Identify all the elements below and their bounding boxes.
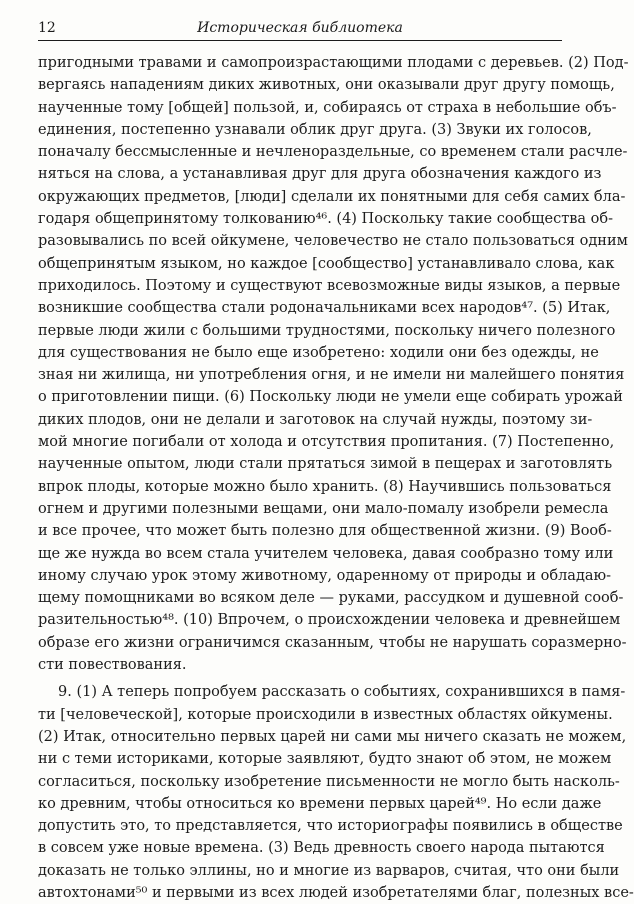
text-line: диких плодов, они не делали и заготовок на случай нужды, поэтому зи-: [38, 411, 593, 428]
text-line: согласиться, поскольку изобретение письменности не могло быть насколь-: [38, 773, 620, 790]
text-line: первые люди жили с большими трудностями, поскольку ничего полезного: [38, 322, 616, 339]
running-title: Историческая библиотека: [197, 20, 403, 36]
text-line: автохтонами⁵⁰ и первыми из всех людей изобретателями благ, полезных все-: [38, 884, 634, 901]
text-line: поначалу бессмысленные и нечленораздельные, со временем стали расчле-: [38, 144, 628, 161]
text-line: допустить это, то представляется, что историографы появились в обществе: [38, 818, 623, 835]
text-line: общепринятым языком, но каждое [сообщество] устанавливало слова, как: [38, 255, 615, 272]
text-line: годаря общепринятому толкованию⁴⁶. (4) Поскольку такие сообщества об-: [38, 211, 614, 228]
text-line: ко древним, чтобы относиться ко времени первых царей⁴⁹. Но если даже: [38, 795, 602, 812]
text-line: пригодными травами и самопроизрастающими плодами с деревьев. (2) Под-: [38, 55, 629, 71]
text-line: о приготовлении пищи. (6) Поскольку люди не умели еще собирать урожай: [38, 389, 623, 406]
text-line: впрок плоды, которые можно было хранить. (8) Научившись пользоваться: [38, 478, 612, 495]
text-line: няться на слова, а устанавливая друг для друга обозначения каждого из: [38, 166, 602, 183]
text-line: в совсем уже новые времена. (3) Ведь древность своего народа пытаются: [38, 840, 605, 857]
text-line: ще же нужда во всем стала учителем человека, давая сообразно тому или: [38, 545, 614, 562]
text-line: образе его жизни ограничимся сказанным, чтобы не нарушать соразмерно-: [38, 634, 627, 651]
body-text: [38, 52, 634, 904]
text-line: огнем и другими полезными вещами, они мало-помалу изобрели ремесла: [38, 500, 609, 517]
text-line: 9. (1) А теперь попробуем рассказать о событиях, сохранившихся в памя-: [58, 684, 626, 701]
text-line: ни с теми историками, которые заявляют, будто знают об этом, не можем: [38, 751, 612, 768]
text-line: наученные опытом, люди стали прятаться зимой в пещерах и заготовлять: [38, 456, 613, 473]
text-line: доказать не только эллины, но и многие из варваров, считая, что они были: [38, 862, 620, 879]
text-line: разовывались по всей ойкумене, человечество не стало пользоваться одним: [38, 233, 628, 250]
text-line: ти [человеческой], которые происходили в известных областях ойкумены.: [38, 706, 613, 723]
text-line: зная ни жилища, ни употребления огня, и не имели ни малейшего понятия: [38, 367, 625, 384]
text-line: и все прочее, что может быть полезно для общественной жизни. (9) Вооб-: [38, 523, 612, 540]
text-line: наученные тому [общей] пользой, и, собираясь от страха в небольшие объ-: [38, 99, 617, 116]
page-number: 12: [38, 20, 56, 36]
text-line: (2) Итак, относительно первых царей ни сами мы ничего сказать не можем,: [38, 728, 627, 745]
text-line: сти повествования.: [38, 657, 187, 674]
text-line: для существования не было еще изобретено: ходили они без одежды, не: [38, 344, 599, 361]
text-line: возникшие сообщества стали родоначальниками всех народов⁴⁷. (5) Итак,: [38, 300, 611, 317]
text-line: иному случаю урок этому животному, одаренному от природы и обладаю-: [38, 567, 612, 584]
text-line: окружающих предметов, [люди] сделали их понятными для себя самих бла-: [38, 188, 626, 205]
text-line: приходилось. Поэтому и существуют всевозможные виды языков, а первые: [38, 277, 621, 294]
text-line: вергаясь нападениям диких животных, они оказывали друг другу помощь,: [38, 77, 615, 94]
text-line: разительностью⁴⁸. (10) Впрочем, о происхождении человека и древнейшем: [38, 612, 621, 629]
text-line: щему помощниками во всяком деле — руками, рассудком и душевной сооб-: [38, 590, 624, 607]
text-line: мой многие погибали от холода и отсутствия пропитания. (7) Постепенно,: [38, 434, 615, 451]
text-line: единения, постепенно узнавали облик друг друга. (3) Звуки их голосов,: [38, 121, 592, 138]
running-header: [38, 18, 562, 41]
